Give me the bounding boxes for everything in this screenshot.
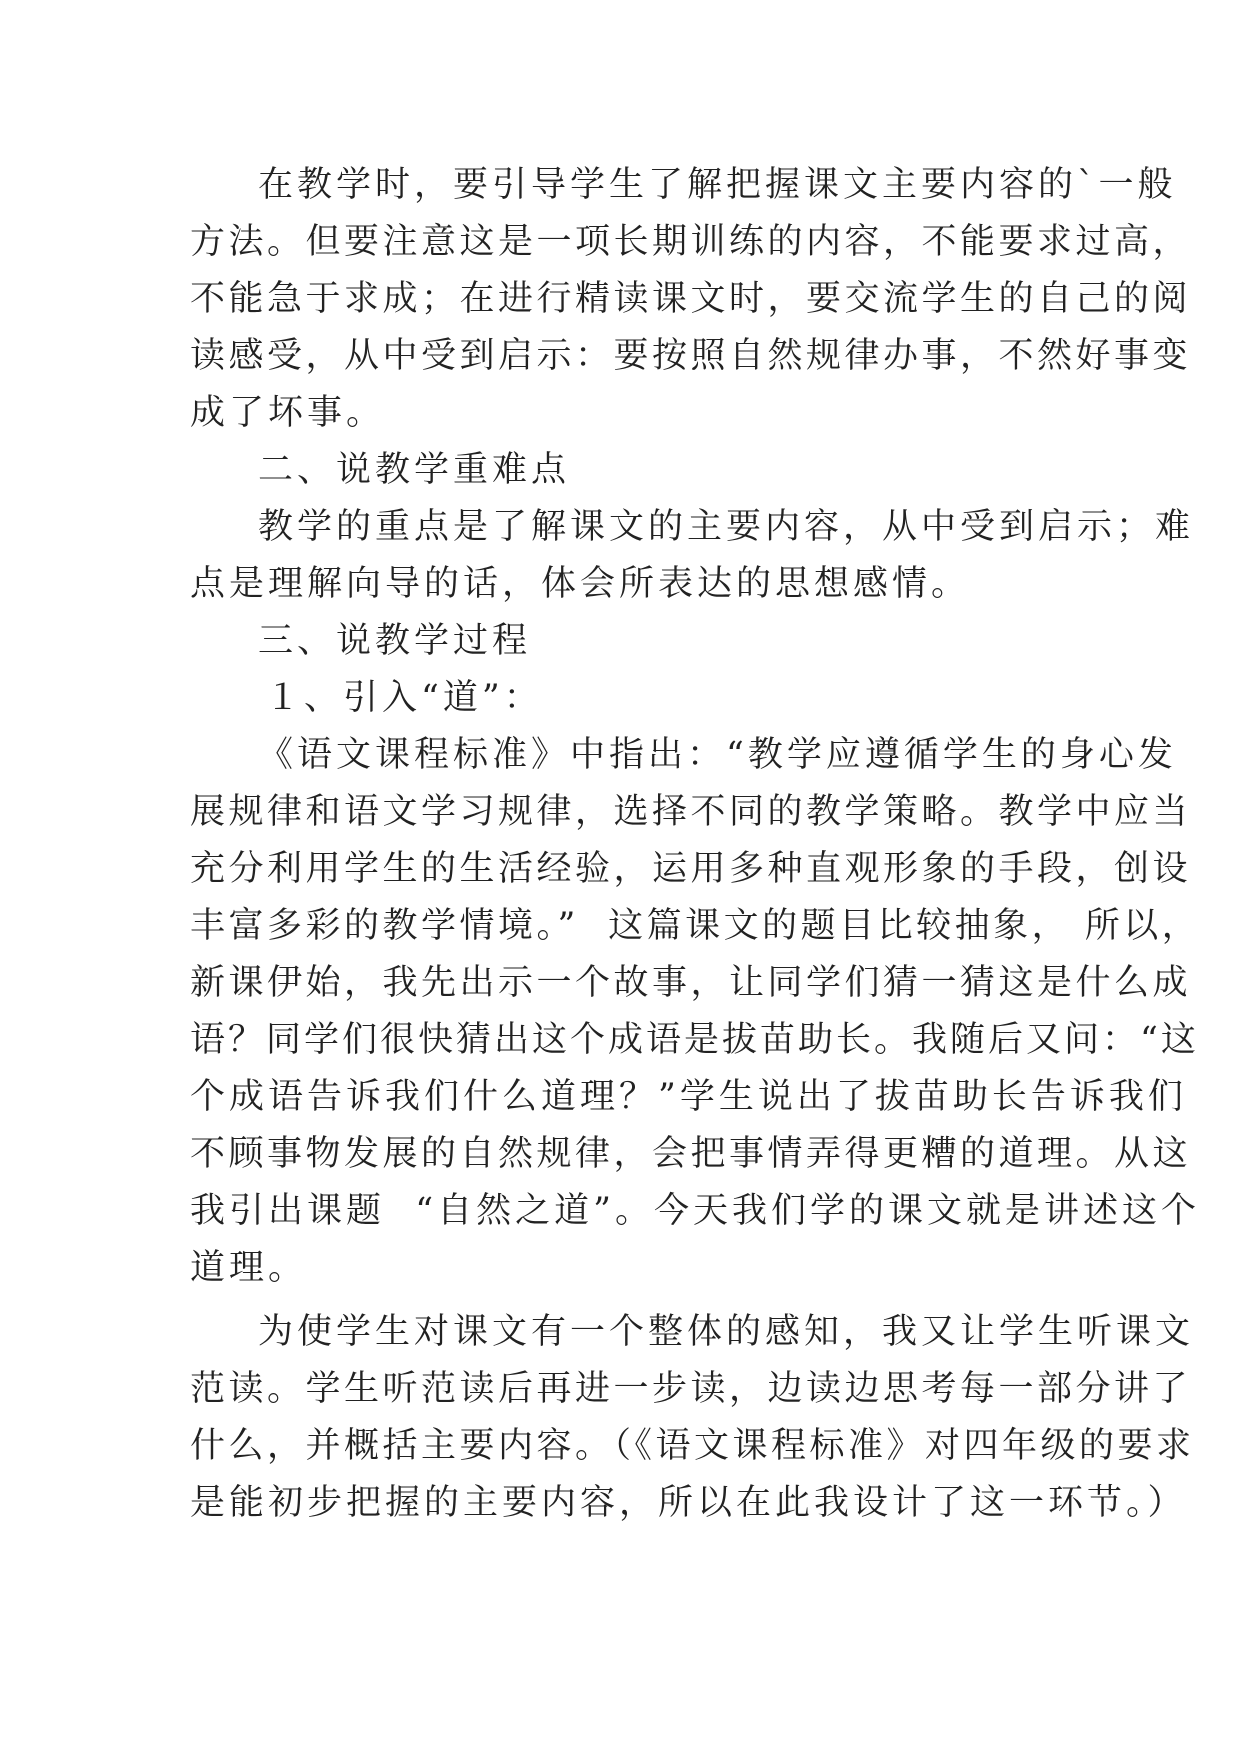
text-line: 丰富多彩的教学情境。” 这篇课文的题目比较抽象， 所以，: [190, 906, 1201, 946]
text-line: 我引出课题 “自然之道”。今天我们学的课文就是讲述这个: [190, 1191, 1201, 1231]
text-line: 《语文课程标准》中指出：“教学应遵循学生的身心发: [258, 735, 1177, 775]
section-heading: 二、说教学重难点: [258, 450, 571, 490]
text-line: 不能急于求成；在进行精读课文时，要交流学生的自己的阅: [190, 279, 1192, 319]
text-line: 成了坏事。: [190, 393, 386, 433]
text-line: 点是理解向导的话，体会所表达的思想感情。: [190, 564, 971, 604]
text-line: 新课伊始，我先出示一个故事，让同学们猜一猜这是什么成: [190, 963, 1192, 1003]
text-line: 展规律和语文学习规律，选择不同的教学策略。教学中应当: [190, 792, 1192, 832]
text-line: 个成语告诉我们什么道理？”学生说出了拔苗助长告诉我们: [190, 1077, 1187, 1117]
text-line: 范读。学生听范读后再进一步读，边读边思考每一部分讲了: [190, 1369, 1192, 1409]
text-line: 读感受，从中受到启示：要按照自然规律办事，不然好事变: [190, 336, 1192, 376]
text-line: 道理。: [190, 1248, 308, 1288]
text-line: 教学的重点是了解课文的主要内容，从中受到启示；难: [258, 507, 1195, 547]
text-line: 充分利用学生的生活经验，运用多种直观形象的手段，创设: [190, 849, 1192, 889]
text-line: 不顾事物发展的自然规律，会把事情弄得更糟的道理。从这: [190, 1134, 1192, 1174]
text-line: 为使学生对课文有一个整体的感知，我又让学生听课文: [258, 1312, 1195, 1352]
text-line: 方法。但要注意这是一项长期训练的内容，不能要求过高，: [190, 222, 1192, 262]
text-line: 什么，并概括主要内容。（《语文课程标准》对四年级的要求: [190, 1426, 1195, 1466]
text-line: 在教学时，要引导学生了解把握课文主要内容的`一般: [258, 165, 1177, 205]
text-line: 语？同学们很快猜出这个成语是拔苗助长。我随后又问：“这: [190, 1020, 1199, 1060]
subsection-heading: １、引入“道”：: [265, 678, 543, 718]
section-heading: 三、说教学过程: [258, 621, 532, 661]
text-line: 是能初步把握的主要内容，所以在此我设计了这一环节。）: [190, 1483, 1187, 1523]
